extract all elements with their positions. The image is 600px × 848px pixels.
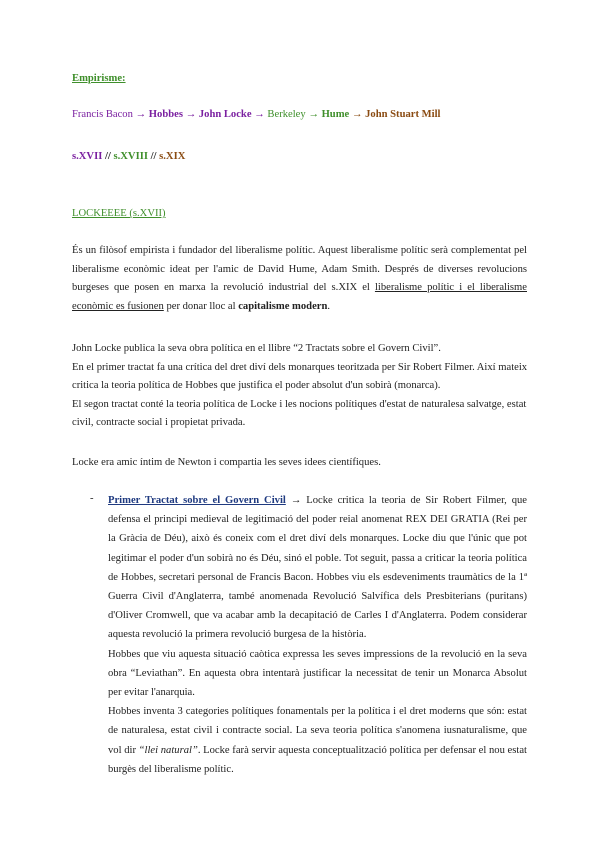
philosopher-bacon: Francis Bacon [72,109,133,120]
bullet-paragraph: Hobbes que viu aquesta situació caòtica expressa les seves impressions de la revolució en la seva obra “Leviathan”. En aquesta obra intentarà justificar la necessitat de tenir un Monarca Absolut per evitar l'anarquia. [108,648,527,699]
treatises-line: En el primer tractat fa una crítica del dret diví dels monarques teoritzada per Sir Robert Filmer. Així mateix critica la teoria política de Hobbes que justifica el poder absolut d'un sobirà (monarca). [72,361,528,391]
century-separator: // [102,151,114,162]
arrow-icon: → [349,109,366,120]
bullet-text: . Locke farà servir aquesta conceptualització política per defensar el nou estat burgès del liberalisme polític. [108,744,527,775]
bullet-paragraph [108,702,527,779]
arrow-icon: → [132,109,149,120]
treatises-line: John Locke publica la seva obra política en el llibre “2 Tractats sobre el Govern Civil”. [72,343,441,354]
bullet-title: Primer Tractat sobre el Govern Civil [108,495,286,506]
treatises-paragraph [72,340,532,433]
intro-text: per donar lloc al [163,300,239,312]
newton-sentence: Locke era amic íntim de Newton i compartia les seves idees científiques. [72,457,381,468]
empirisme-heading: Empirisme: [72,73,126,84]
arrow-icon: → [285,495,307,506]
bullet-text: Locke critica la teoria de Sir Robert Filmer, que defensa el principi medieval de legitimació del poder reial anomenat REX DEI GRATIA (Rei per la Gràcia de Déu), això és coneix com el dret diví dels monarques. Locke diu que l'únic que pot legitimar el poder d'un sobirà no és Déu, sinó el poble. Tot seguit, passa a criticar la teoria política de Hobbes, secretari personal de Francis Bacon. Hobbes viu els esdeveniments traumàtics de la 1ª Guerra Civil d'Anglaterra, també anomenada Revolució Salvífica dels Presbiterians (puritans) d'Oliver Cromwell, que va acabar amb la decapitació de Carles I d'Anglaterra. Podem considerar aquesta revolució la primera revolució burgesa de la història. [108,495,528,641]
arrow-icon: → [305,109,322,120]
century-18: s.XVIII [113,151,148,162]
bullet-dash: - [90,493,94,504]
philosopher-locke: John Locke [198,109,252,120]
century-17: s.XVII [72,151,103,162]
section-title: LOCKEEEE (s.XVII) [72,208,166,219]
bullet-paragraph [108,491,527,645]
century-legend [72,150,185,164]
philosopher-hume: Hume [321,109,350,120]
philosopher-hobbes: Hobbes [148,109,183,120]
century-19: s.XIX [159,151,186,162]
intro-paragraph [72,242,527,316]
fusion-link: liberalisme polític i el liberalisme econòmic es fusionen [72,282,527,312]
bullet-item [108,491,527,779]
intro-text: És un filòsof empirista i fundador del liberalisme polític. Aquest liberalisme polític serà complementat pel liberalisme econòmic ideat per l'amic de David Hume, Adam Smith. Després de diverses revolucions burgeses que posen en marxa la revolució industrial del s.XIX el [72,245,527,293]
philosopher-berkeley: Berkeley [267,109,306,120]
intro-text: . [327,300,331,312]
bullet-text: Hobbes inventa 3 categories polítiques fonamentals per la política i el dret moderns que són: estat de naturalesa, estat civil i contracte social. La seva teoria política s'anomena iusnaturalisme, que vol dir [108,706,527,756]
treatises-line: El segon tractat conté la teoria política de Locke i les nocions polítiques d'estat de naturalesa salvatge, estat civil, contracte social i propietat privada. [72,398,527,428]
arrow-icon: → [182,109,199,120]
capitalism-term: capitalisme modern [238,300,328,312]
century-separator: // [147,151,160,162]
natural-law-term: “llei natural” [138,744,198,756]
philosopher-lineage [72,108,440,122]
philosopher-mill: John Stuart Mill [365,109,441,120]
arrow-icon: → [251,109,268,120]
